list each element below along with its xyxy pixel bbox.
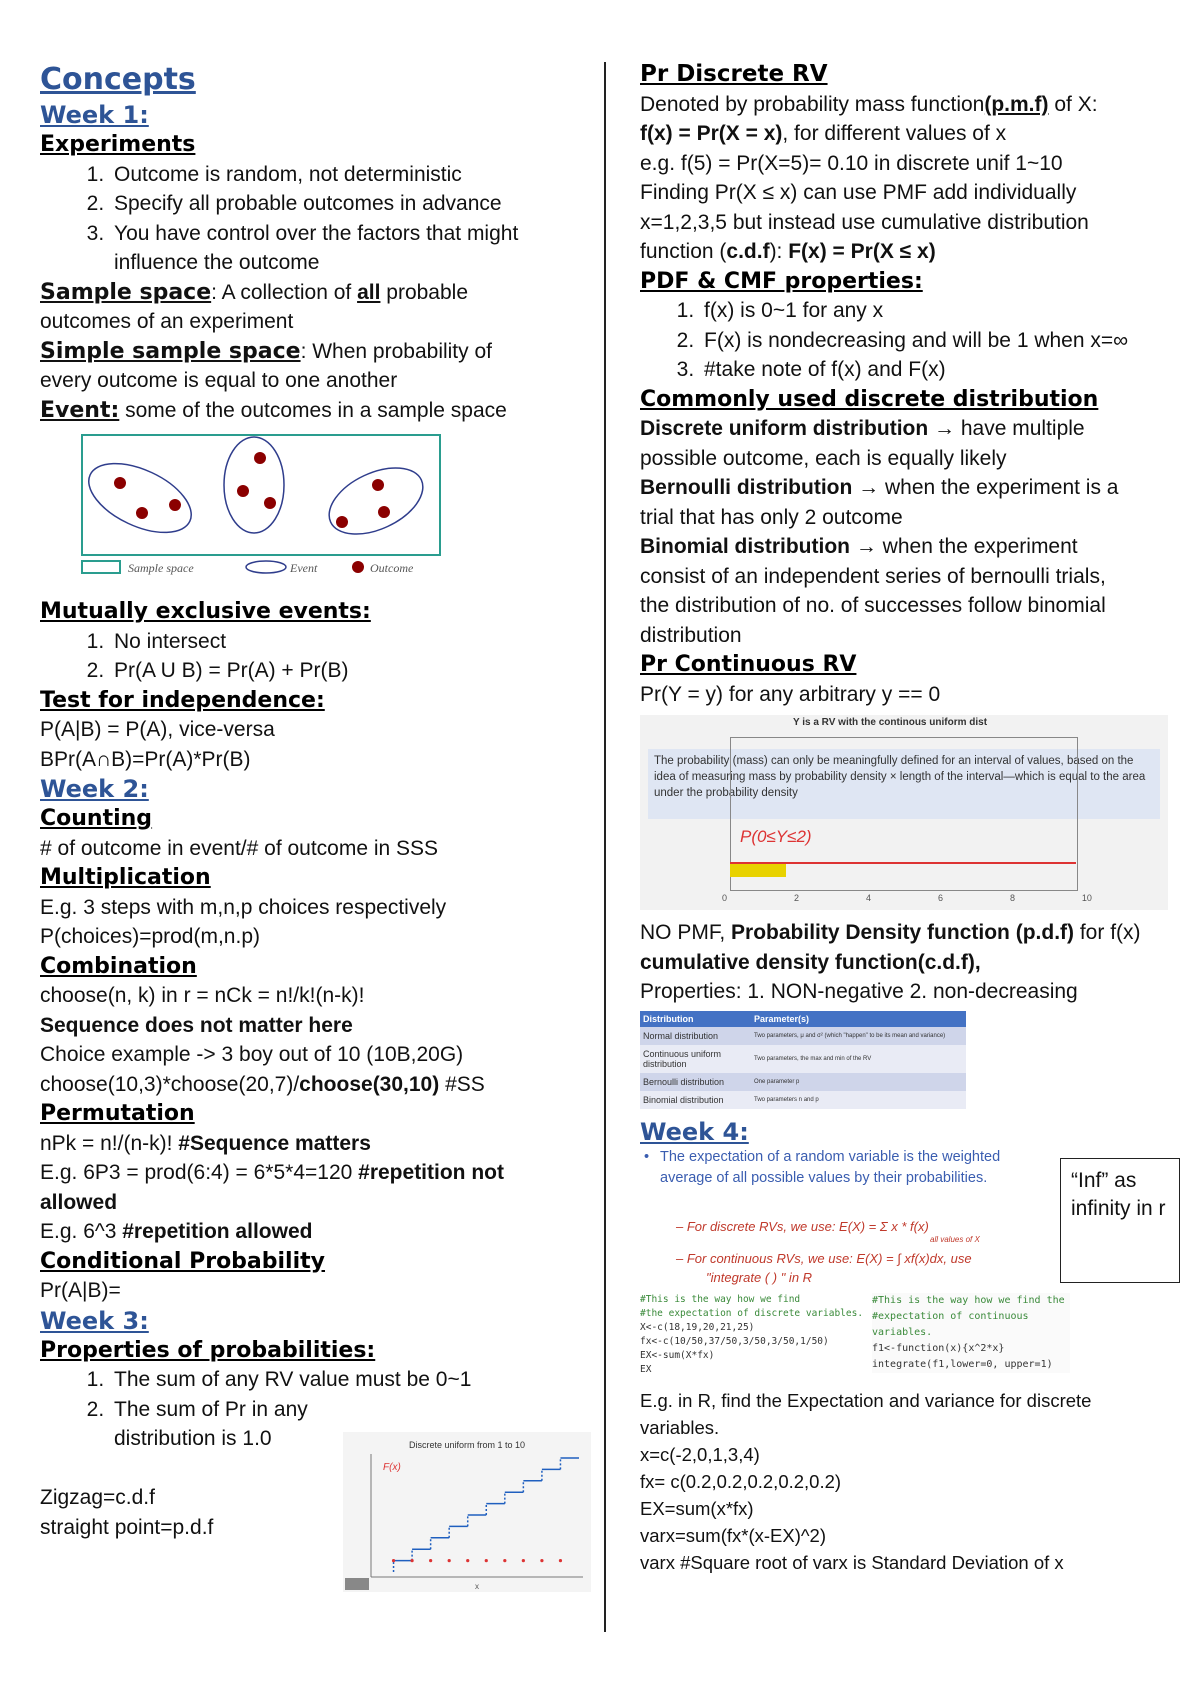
- code-line: X<-c(18,19,20,21,25): [640, 1321, 755, 1333]
- experiments-list: [40, 160, 560, 278]
- table-header: Parameter(s): [754, 1013, 810, 1024]
- pdf-point: [392, 1559, 395, 1562]
- chart-badge: [345, 1578, 369, 1590]
- text: P(A|B) = P(A), vice-versa: [40, 718, 275, 741]
- text: nPk = n!/(n-k)!: [40, 1131, 179, 1155]
- pdf-point: [485, 1559, 488, 1562]
- tick-label: 8: [1009, 893, 1015, 903]
- text: #repetition allowed: [122, 1220, 313, 1243]
- list-item: 3. #take note of f(x) and F(x): [700, 355, 1180, 385]
- pdf-point: [559, 1559, 562, 1562]
- text: possible outcome, each is equally likely: [640, 446, 1007, 470]
- table-row: [640, 1027, 966, 1045]
- outcome-dot: [169, 499, 181, 511]
- cdf-step-chart: [343, 1432, 591, 1592]
- text: The sum of Pr in any: [114, 1397, 308, 1421]
- legend-outcome: Outcome: [370, 561, 414, 575]
- text: variables.: [640, 1416, 720, 1438]
- x-ticks: [722, 893, 1092, 903]
- pdf-point: [522, 1559, 525, 1562]
- text: consist of an independent series of bernoulli trials,: [640, 564, 1106, 588]
- common-dist-heading: Commonly used discrete distribution: [640, 386, 1099, 412]
- text: e.g. f(5) = Pr(X=5)= 0.10 in discrete unif 1~10: [640, 151, 1063, 175]
- code-left: [640, 1293, 870, 1377]
- text: Pr(Y = y) for any arbitrary y == 0: [640, 682, 941, 706]
- sample-space-line: [40, 278, 560, 308]
- text: some of the outcomes in a sample space: [119, 398, 507, 422]
- text: choose(n, k) in r = nCk = n!/k!(n-k)!: [40, 984, 365, 1007]
- text: Binomial distribution: [640, 535, 850, 558]
- outcome-dot: [136, 507, 148, 519]
- text: x=1,2,3,5 but instead use cumulative distribution: [640, 210, 1089, 234]
- text: ):: [769, 240, 789, 263]
- code-line: #This is the way how we find: [640, 1293, 801, 1305]
- text: For discrete RVs, we use: E(X) = Σ x * f(x): [686, 1218, 929, 1234]
- text: every outcome is equal to one another: [40, 369, 398, 392]
- code-line: EX<-sum(X*fx): [640, 1349, 715, 1361]
- text: Sequence does not matter here: [40, 1013, 353, 1037]
- table-cell: Normal distribution: [643, 1030, 719, 1041]
- figure-note: The probability (mass) can only be meaningfully defined for an interval of values, based on the idea of measuring mass by probability density × length of the interval—which is equal to the area under the probability density: [648, 749, 1160, 819]
- event-ellipse-2: [224, 437, 284, 533]
- pdf-cmf-heading: PDF & CMF properties:: [640, 268, 923, 294]
- sample-space-term: Sample space: [40, 279, 212, 305]
- discrete-formula: – For discrete RVs, we use: E(X) = Σ x * f(x): [676, 1218, 929, 1234]
- no-pmf-line: [640, 918, 1180, 948]
- density-line: [730, 862, 1076, 864]
- list-item: 2. Pr(A U B) = Pr(A) + Pr(B): [110, 656, 560, 686]
- simple-sample-space-term: Simple sample space: [40, 338, 301, 364]
- x-label: x: [475, 1582, 479, 1591]
- table-cell: One parameter p: [754, 1078, 800, 1085]
- table-row: [640, 1073, 966, 1091]
- text: # of outcome in event/# of outcome in SSS: [40, 836, 439, 860]
- text: trial that has only 2 outcome: [640, 505, 903, 529]
- code-line: #This is the way how we find the: [872, 1294, 1065, 1306]
- left-column: [40, 60, 560, 1542]
- list-item: 1. f(x) is 0~1 for any x: [700, 296, 1180, 326]
- bullet-icon: •: [644, 1148, 650, 1165]
- code-line: fx<-c(10/50,37/50,3/50,3/50,1/50): [640, 1335, 829, 1347]
- code-right: [872, 1293, 1070, 1373]
- pmf-line: [640, 90, 1180, 120]
- code-line: EX: [640, 1363, 652, 1375]
- arrow-icon: →: [855, 535, 877, 558]
- legend-sample-space: Sample space: [128, 561, 194, 575]
- distribution-table: [640, 1011, 966, 1109]
- venn-diagram: [80, 433, 460, 583]
- figure-annotation: P(0≤Y≤2): [740, 827, 812, 846]
- conditional-heading: Conditional Probability: [40, 1248, 326, 1274]
- text: fx= c(0.2,0.2,0.2,0.2,0.2): [640, 1470, 842, 1492]
- highlight-bar: [730, 863, 786, 877]
- text: F(x) = Pr(X ≤ x): [788, 240, 936, 263]
- text: NO PMF,: [640, 921, 732, 944]
- event-ellipse-1: [80, 449, 202, 546]
- text: E.g. 6^3: [40, 1220, 123, 1243]
- outcome-dot: [336, 516, 348, 528]
- pdf-point: [448, 1559, 451, 1562]
- week2-heading: Week 2:: [40, 775, 149, 803]
- code-panels: [640, 1293, 1080, 1383]
- text: varx=sum(fx*(x-EX)^2): [640, 1524, 826, 1546]
- inf-note-box: “Inf” as infinity in r: [1060, 1158, 1180, 1283]
- text: outcomes of an experiment: [40, 310, 294, 333]
- continuous-formula-2: "integrate ( ) " in R: [706, 1269, 813, 1285]
- text: x=c(-2,0,1,3,4): [640, 1443, 760, 1465]
- text: Properties: 1. NON-negative 2. non-decreasing: [640, 980, 1078, 1003]
- combination-example: [40, 1070, 560, 1100]
- tick-label: 0: [722, 893, 728, 903]
- table-cell: Binomial distribution: [643, 1094, 724, 1105]
- pdf-point: [410, 1559, 413, 1562]
- week4-heading: Week 4:: [640, 1117, 749, 1146]
- table-cell: Two parameters n and p: [754, 1096, 819, 1103]
- text: probable: [380, 280, 469, 304]
- table-row: [640, 1045, 966, 1073]
- pr-continuous-heading: Pr Continuous RV: [640, 652, 857, 677]
- pdf-points: [392, 1559, 562, 1562]
- event-line: [40, 396, 560, 426]
- combination-heading: Combination: [40, 953, 197, 979]
- code-line: #the expectation of discrete variables.: [640, 1307, 864, 1319]
- pdf-point: [429, 1559, 432, 1562]
- pr-discrete-heading: Pr Discrete RV: [640, 61, 828, 87]
- list-item: 1. The sum of any RV value must be 0~1: [110, 1365, 560, 1395]
- table-header-row: [640, 1011, 966, 1027]
- properties-heading: Properties of probabilities:: [40, 1337, 376, 1363]
- chart-title: Discrete uniform from 1 to 10: [408, 1440, 526, 1450]
- text: Zigzag=c.d.f: [40, 1486, 155, 1509]
- text: #Sequence matters: [178, 1131, 371, 1155]
- text: choose(10,3)*choose(20,7)/: [40, 1072, 300, 1096]
- arrow-icon: →: [934, 417, 956, 440]
- permutation-heading: Permutation: [40, 1101, 195, 1126]
- list-item: 2. F(x) is nondecreasing and will be 1 when x=∞: [700, 326, 1180, 356]
- text: , for different values of x: [782, 122, 1007, 145]
- text: when the experiment is a: [879, 476, 1119, 499]
- annotation: F(x): [383, 1462, 401, 1473]
- simple-sample-space-line: [40, 337, 560, 367]
- list-item: 1. Outcome is random, not deterministic: [110, 160, 560, 190]
- text: function (: [640, 240, 727, 263]
- text: #repetition not: [358, 1161, 504, 1184]
- list-item: 3. You have control over the factors that might influence the outcome: [110, 219, 554, 278]
- text: #SS: [439, 1072, 485, 1096]
- expectation-bullet: [644, 1147, 1010, 1189]
- column-divider: [604, 62, 606, 1632]
- dist-line: [640, 532, 1180, 562]
- text: have multiple: [955, 417, 1085, 440]
- table-cell: Two parameters, μ and σ² (which "happen" to be its mean and variance): [754, 1032, 946, 1039]
- outcome-dot: [264, 497, 276, 509]
- expectation-slide: [640, 1147, 1040, 1287]
- text: Bernoulli distribution: [640, 476, 853, 499]
- dist-line: [640, 414, 1180, 444]
- table-cell: Continuous uniform distribution: [643, 1048, 722, 1069]
- code-line: f1<-function(x){x^2*x}: [872, 1342, 1005, 1354]
- text: EX=sum(x*fx): [640, 1497, 754, 1519]
- dist-line: [640, 473, 1180, 503]
- text: The expectation of a random variable is the weighted average of all possible values by their probabilities.: [660, 1148, 1001, 1186]
- arrow-icon: →: [858, 476, 880, 499]
- counting-heading: Counting: [40, 806, 153, 831]
- permutation-line: [40, 1129, 560, 1159]
- independence-heading: Test for independence:: [40, 687, 325, 713]
- text: f(x) = Pr(X = x): [640, 122, 783, 145]
- outcome-dot: [372, 479, 384, 491]
- page-title: Concepts: [40, 62, 196, 97]
- figure-title: Y is a RV with the continous uniform dist: [792, 717, 988, 728]
- code-line: integrate(f1,lower=0, upper=1): [872, 1358, 1053, 1370]
- legend-event: Event: [290, 561, 318, 575]
- legend-outcome-swatch: [352, 561, 364, 573]
- text: when the experiment: [876, 535, 1078, 558]
- text: For continuous RVs, we use: E(X) = ∫ xf(x)dx, use: [686, 1250, 972, 1266]
- cdf-line: [640, 237, 1180, 267]
- outcome-dot: [254, 452, 266, 464]
- event-ellipse-3: [319, 454, 433, 547]
- text: Finding Pr(X ≤ x) can use PMF add individually: [640, 181, 1077, 204]
- text: E.g. in R, find the Expectation and variance for discrete: [640, 1389, 1092, 1411]
- tick-label: 6: [937, 893, 943, 903]
- pdf-point: [540, 1559, 543, 1562]
- right-column: [640, 60, 1180, 1576]
- table-row: [640, 1091, 966, 1109]
- table-cell: Bernoulli distribution: [643, 1076, 725, 1087]
- text: of X:: [1048, 92, 1098, 116]
- fx-line: [640, 119, 1180, 149]
- outcome-dot: [378, 506, 390, 518]
- text: distribution: [640, 623, 742, 647]
- text: E.g. 6P3 = prod(6:4) = 6*5*4=120: [40, 1161, 359, 1184]
- step-line: [394, 1458, 579, 1572]
- text: BPr(A∩B)=Pr(A)*Pr(B): [40, 747, 251, 771]
- text: (p.m.f): [984, 92, 1049, 116]
- legend-sample-space-swatch: [82, 561, 120, 573]
- tick-label: 2: [793, 893, 799, 903]
- code-line: #expectation of continuous variables.: [872, 1310, 1029, 1338]
- outcome-dot: [114, 477, 126, 489]
- list-item: 1. No intersect: [110, 627, 560, 657]
- text: P(choices)=prod(m,n.p): [40, 925, 260, 948]
- table-header: Distribution: [643, 1013, 694, 1024]
- week1-heading: Week 1:: [40, 101, 149, 129]
- permutation-line: [40, 1158, 560, 1188]
- text: Probability Density function (p.d.f): [731, 921, 1075, 944]
- tick-label: 10: [1081, 893, 1092, 903]
- text-all: all: [357, 280, 381, 304]
- text: choose(30,10): [299, 1072, 440, 1096]
- text: : A collection of: [211, 280, 358, 304]
- week3-heading: Week 3:: [40, 1306, 149, 1335]
- text: E.g. 3 steps with m,n,p choices respectively: [40, 895, 447, 919]
- text: distribution is 1.0: [114, 1427, 272, 1450]
- legend-event-swatch: [246, 561, 286, 573]
- text: allowed: [40, 1190, 118, 1214]
- text: varx #Square root of varx is Standard Deviation of x: [640, 1551, 1064, 1573]
- continuous-figure: [640, 715, 1168, 910]
- list-item: 2. Specify all probable outcomes in advance: [110, 189, 560, 219]
- text: Discrete uniform distribution: [640, 417, 929, 440]
- text: : When probability of: [300, 339, 492, 363]
- text: Denoted by probability mass function: [640, 92, 985, 116]
- discrete-formula-sub: all values of X: [930, 1234, 980, 1244]
- text: cumulative density function(c.d.f),: [640, 950, 981, 974]
- mutually-exclusive-list: [40, 627, 560, 686]
- multiplication-heading: Multiplication: [40, 865, 211, 890]
- pdf-point: [466, 1559, 469, 1562]
- text: c.d.f: [726, 240, 770, 263]
- text: straight point=p.d.f: [40, 1515, 214, 1539]
- pdf-point: [503, 1559, 506, 1562]
- table-cell: Two parameters, the max and min of the RV: [754, 1055, 872, 1062]
- outcome-dot: [237, 485, 249, 497]
- text: Choice example -> 3 boy out of 10 (10B,20G): [40, 1043, 464, 1066]
- experiments-heading: Experiments: [40, 132, 196, 157]
- pdf-cmf-list: [640, 296, 1180, 385]
- tick-label: 4: [865, 893, 871, 903]
- event-term: Event:: [40, 397, 120, 423]
- permutation-line: [40, 1217, 560, 1247]
- text: the distribution of no. of successes follow binomial: [640, 594, 1106, 617]
- continuous-formula: – For continuous RVs, we use: E(X) = ∫ xf(x)dx, use: [676, 1250, 972, 1266]
- mutually-exclusive-heading: Mutually exclusive events:: [40, 599, 371, 624]
- text: for f(x): [1074, 921, 1141, 944]
- text: Pr(A|B)=: [40, 1279, 121, 1302]
